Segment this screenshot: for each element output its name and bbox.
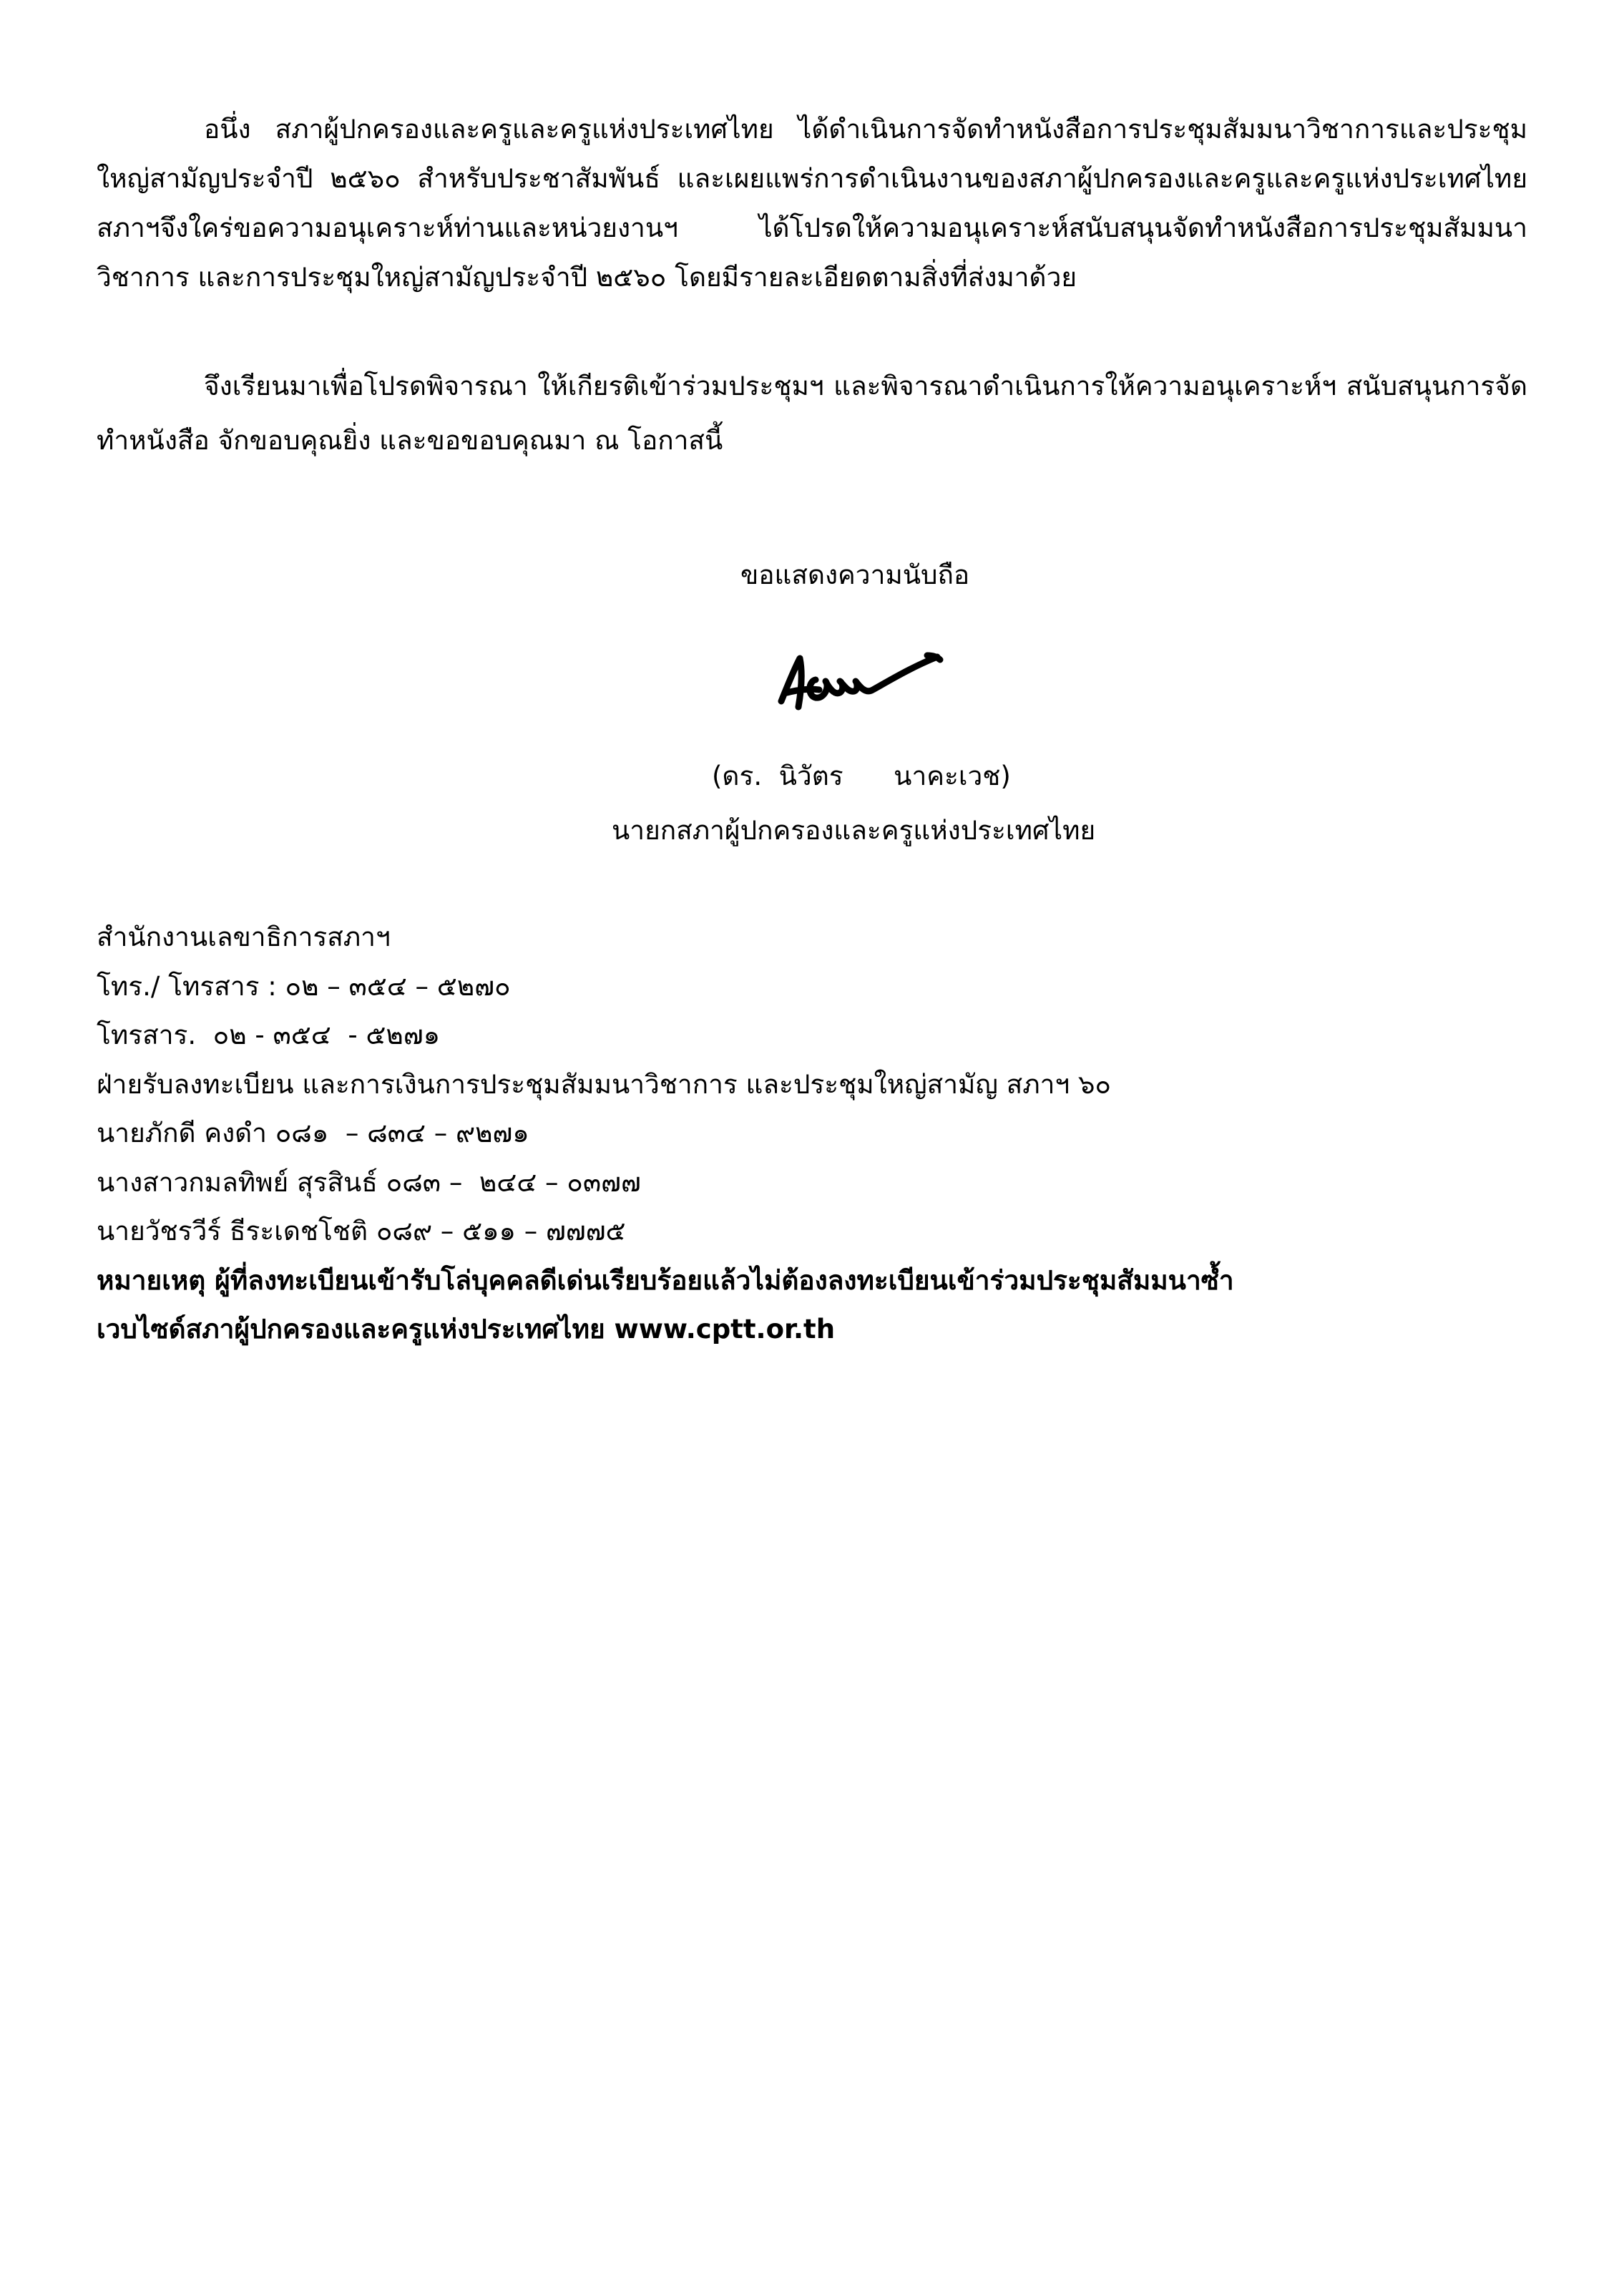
contact-department: ฝ่ายรับลงทะเบียน และการเงินการประชุมสัมมนาวิชาการ และประชุมใหญ่สามัญ สภาฯ ๖๐ <box>97 1068 1112 1100</box>
contact-note: หมายเหตุ ผู้ที่ลงทะเบียนเข้ารับโล่บุคคลดีเด่นเรียบร้อยแล้วไม่ต้องลงทะเบียนเข้าร่วมประชุมสัมมนาซ้ำ <box>97 1264 1234 1296</box>
paragraph-2-text: จึงเรียนมาเพื่อโปรดพิจารณา ให้เกียรติเข้าร่วมประชุมฯ และพิจารณาดำเนินการให้ความอนุเคราะห์ฯ สนับสนุนการจัดทำหนังสือ จักขอบคุณยิ่ง และขอขอบคุณมา ณ โอกาสนี้ <box>97 371 1527 456</box>
body-paragraph-2 <box>97 359 1527 468</box>
signer-title: นายกสภาผู้ปกครองและครูแห่งประเทศไทย <box>612 815 1096 846</box>
contact-tel-fax: โทร./ โทรสาร : ๐๒ – ๓๕๔ – ๕๒๗๐ <box>97 970 511 1002</box>
contact-fax: โทรสาร. ๐๒ - ๓๕๔ - ๕๒๗๑ <box>97 1020 441 1050</box>
contact-person: นางสาวกมลทิพย์ สุรสินธ์ ๐๘๓ – ๒๔๔ – ๐๓๗๗ <box>97 1166 641 1198</box>
contact-person: นายวัชรวีร์ ธีระเดชโชติ ๐๘๙ – ๕๑๑ – ๗๗๗๕ <box>97 1216 626 1246</box>
contact-office: สำนักงานเลขาธิการสภาฯ <box>97 922 391 952</box>
closing-salutation: ขอแสดงความนับถือ <box>740 560 970 590</box>
signer-name: (ดร. นิวัตร นาคะเวช) <box>712 761 1011 791</box>
contact-website: เวบไซด์สภาผู้ปกครองและครูแห่งประเทศไทย www.cptt.or.th <box>97 1314 836 1345</box>
contact-person: นายภักดี คงดำ ๐๘๑ – ๘๓๔ – ๙๒๗๑ <box>97 1118 529 1148</box>
body-paragraph-1 <box>97 104 1527 302</box>
paragraph-1-text: อนึ่ง สภาผู้ปกครองและครูและครูแห่งประเทศไทย ได้ดำเนินการจัดทำหนังสือการประชุมสัมมนาวิชาการและประชุมใหญ่สามัญประจำปี ๒๕๖๐ สำหรับประชาสัมพันธ์ และเผยแพร่การดำเนินงานของสภาผู้ปกครองและครูและครูแห่งประเทศไทย สภาฯจึงใคร่ขอความอนุเคราะห์ท่านและหน่วยงานฯ ได้โปรดให้ความอนุเคราะห์สนับสนุนจัดทำหนังสือการประชุมสัมมนาวิชาการ และการประชุมใหญ่สามัญประจำปี ๒๕๖๐ โดยมีรายละเอียดตามสิ่งที่ส่งมาด้วย <box>97 114 1527 293</box>
contact-block <box>97 913 1527 1355</box>
handwritten-signature <box>765 630 959 737</box>
